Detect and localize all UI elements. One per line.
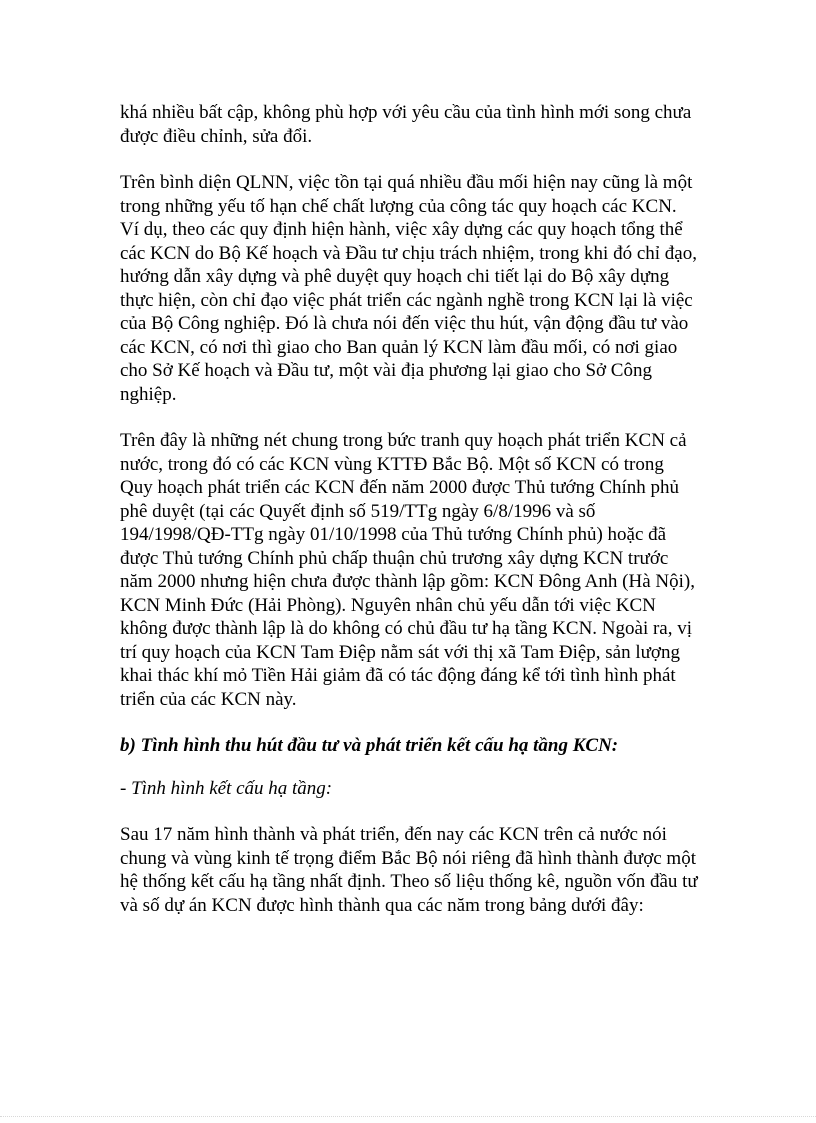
document-body <box>120 101 700 940</box>
page-bottom-rule <box>0 1116 816 1117</box>
paragraph-qlnn: Trên bình diện QLNN, việc tồn tại quá nhiều đầu mối hiện nay cũng là một trong những yếu tố hạn chế chất lượng của công tác quy hoạch các KCN. Ví dụ, theo các quy định hiện hành, việc xây dựng các quy hoạch tổng thể các KCN do Bộ Kế hoạch và Đầu tư chịu trách nhiệm, trong khi đó chỉ đạo, hướng dẫn xây dựng và phê duyệt quy hoạch chi tiết lại do Bộ xây dựng thực hiện, còn chỉ đạo việc phát triển các ngành nghề trong KCN lại là việc của Bộ Công nghiệp. Đó là chưa nói đến việc thu hút, vận động đầu tư vào các KCN, có nơi thì giao cho Ban quản lý KCN làm đầu mối, có nơi giao cho Sở Kế hoạch và Đầu tư, một vài địa phương lại giao cho Sở Công nghiệp. <box>120 172 697 405</box>
paragraph-infrastructure: Sau 17 năm hình thành và phát triển, đến nay các KCN trên cả nước nói chung và vùng kinh tế trọng điểm Bắc Bộ nói riêng đã hình thành được một hệ thống kết cấu hạ tầng nhất định. Theo số liệu thống kê, nguồn vốn đầu tư và số dự án KCN được hình thành qua các năm trong bảng dưới đây: <box>120 824 698 916</box>
section-subheading: - Tình hình kết cấu hạ tầng: <box>120 777 333 799</box>
paragraph-overview: Trên đây là những nét chung trong bức tranh quy hoạch phát triển KCN cả nước, trong đó có các KCN vùng KTTĐ Bắc Bộ. Một số KCN có trong Quy hoạch phát triển các KCN đến năm 2000 được Thủ tướng Chính phủ phê duyệt (tại các Quyết định số 519/TTg ngày 6/8/1996 và số 194/1998/QĐ-TTg ngày 01/10/1998 của Thủ tướng Chính phủ) hoặc đã được Thủ tướng Chính phủ chấp thuận chủ trương xây dựng KCN trước năm 2000 nhưng hiện chưa được thành lập gồm: KCN Đông Anh (Hà Nội), KCN Minh Đức (Hải Phòng). Nguyên nhân chủ yếu dẫn tới việc KCN không được thành lập là do không có chủ đầu tư hạ tầng KCN. Ngoài ra, vị trí quy hoạch của KCN Tam Điệp nằm sát với thị xã Tam Điệp, sản lượng khai thác khí mỏ Tiền Hải giảm đã có tác động đáng kể tới tình hình phát triển của các KCN này. <box>120 430 695 710</box>
section-heading: b) Tình hình thu hút đầu tư và phát triển kết cấu hạ tầng KCN: <box>120 735 619 756</box>
paragraph-continuation: khá nhiều bất cập, không phù hợp với yêu cầu của tình hình mới song chưa được điều chỉnh, sửa đổi. <box>120 102 692 147</box>
